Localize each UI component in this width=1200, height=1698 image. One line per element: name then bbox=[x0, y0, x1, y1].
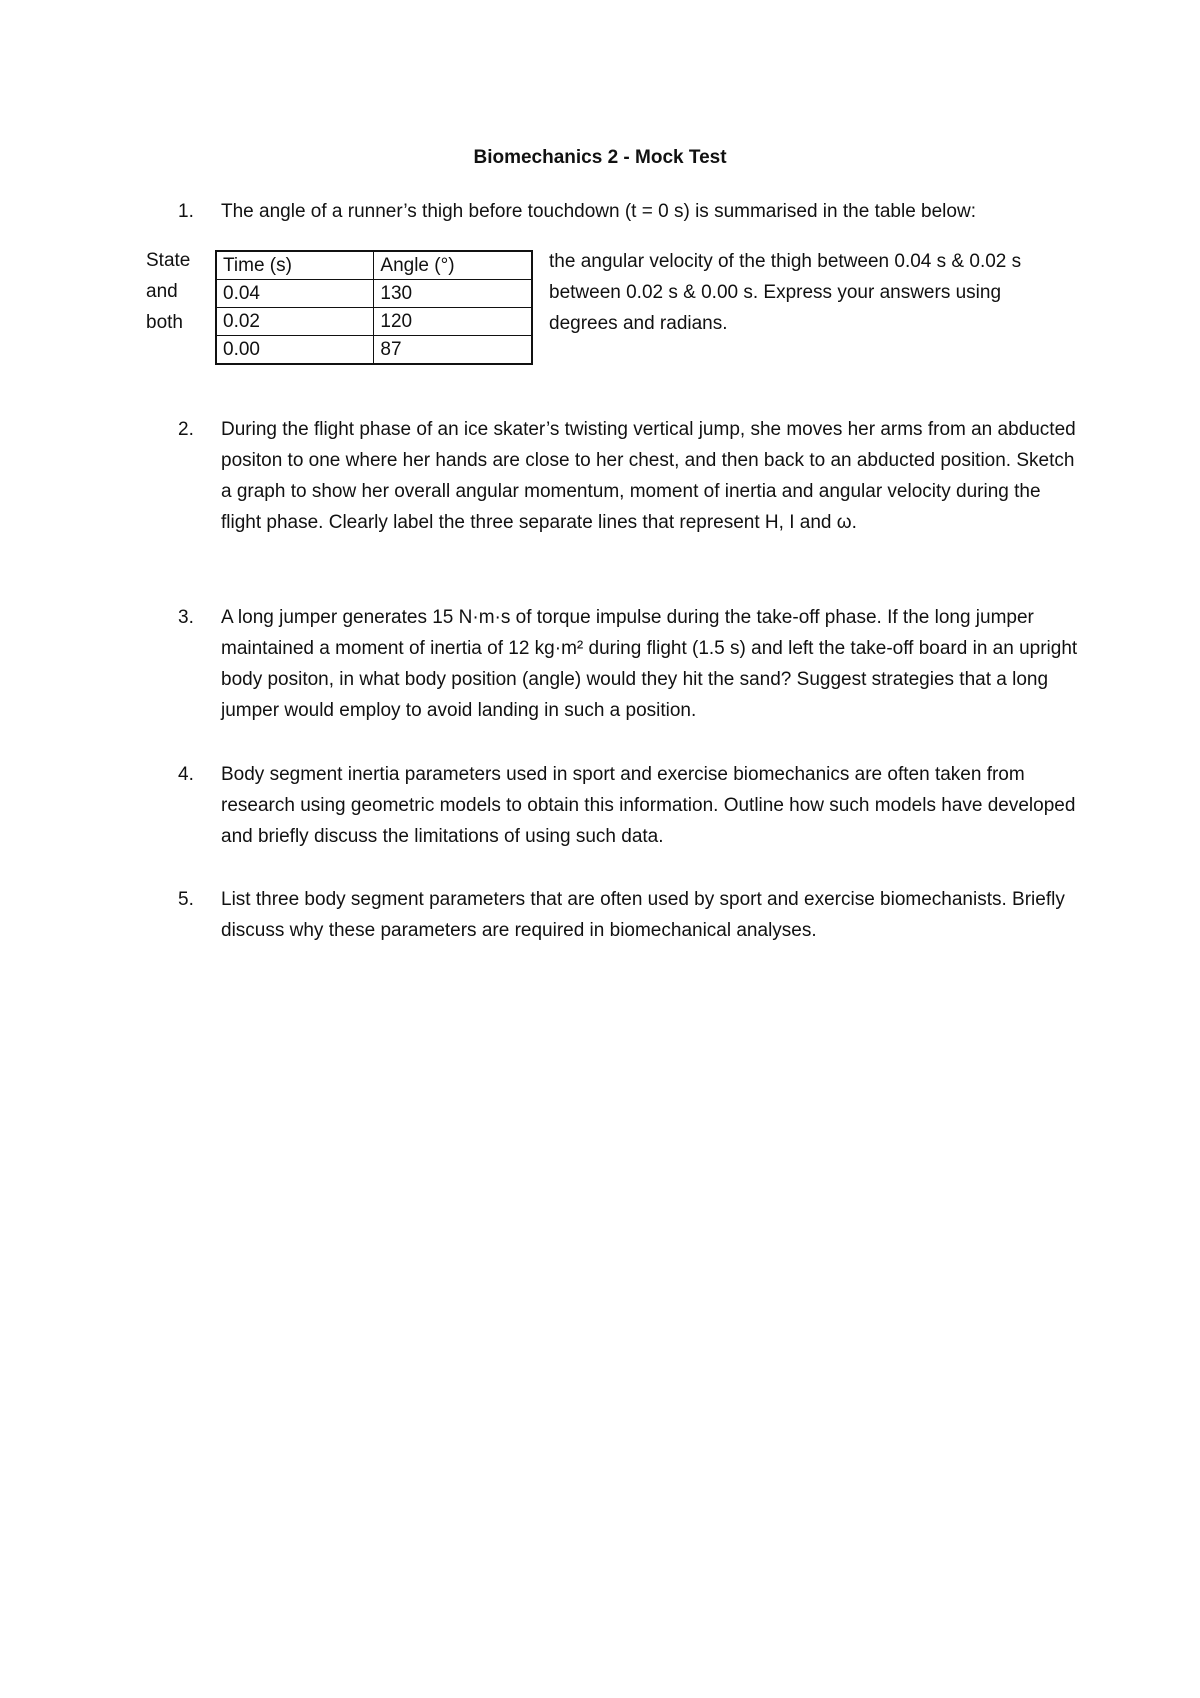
question-number: 5. bbox=[178, 889, 194, 910]
side-word: and bbox=[146, 281, 178, 302]
thigh-angle-table bbox=[215, 250, 533, 365]
question-text: A long jumper generates 15 N·m·s of torque impulse during the take-off phase. If the long jumper maintained a moment of inertia of 12 kg·m² during flight (1.5 s) and left the take-off board in an upright body positon, in what body position (angle) would they hit the sand? Suggest strategies that a long jumper would employ to avoid landing in such a position. bbox=[221, 607, 1078, 721]
table-cell: 0.02 bbox=[216, 308, 374, 336]
table-row bbox=[216, 280, 532, 308]
question-1-side-text bbox=[146, 245, 206, 338]
table-cell: 120 bbox=[374, 308, 532, 336]
question-number: 3. bbox=[178, 607, 194, 628]
question-number: 4. bbox=[178, 764, 194, 785]
question-number: 2. bbox=[178, 419, 194, 440]
question-1-instructions bbox=[549, 246, 1109, 339]
table-header-cell: Angle (°) bbox=[374, 251, 532, 280]
table-cell: 87 bbox=[374, 336, 532, 365]
instruction-line: the angular velocity of the thigh between 0.04 s & 0.02 s bbox=[549, 251, 1022, 272]
instruction-line: degrees and radians. bbox=[549, 313, 728, 334]
page-title: Biomechanics 2 - Mock Test bbox=[473, 147, 727, 168]
question-text: The angle of a runner’s thigh before touchdown (t = 0 s) is summarised in the table below: bbox=[221, 201, 976, 222]
instruction-line: between 0.02 s & 0.00 s. Express your answers using bbox=[549, 282, 1002, 303]
question-number: 1. bbox=[178, 201, 194, 222]
side-word: both bbox=[146, 312, 183, 333]
question-text: During the flight phase of an ice skater’s twisting vertical jump, she moves her arms from an abducted positon to one where her hands are close to her chest, and then back to an abducted position. Sketch a graph to show her overall angular momentum, moment of inertia and angular velocity during the flight phase. Clearly label the three separate lines that represent H, I and ω. bbox=[221, 419, 1076, 533]
table-cell: 130 bbox=[374, 280, 532, 308]
table-row bbox=[216, 336, 532, 365]
question-text: Body segment inertia parameters used in sport and exercise biomechanics are often taken from research using geometric models to obtain this information. Outline how such models have developed and briefly discuss the limitations of using such data. bbox=[221, 764, 1076, 847]
table-header-row bbox=[216, 251, 532, 280]
table-row bbox=[216, 308, 532, 336]
side-word: State bbox=[146, 250, 191, 271]
table-header-cell: Time (s) bbox=[216, 251, 374, 280]
table-cell: 0.00 bbox=[216, 336, 374, 365]
question-text: List three body segment parameters that are often used by sport and exercise biomechanists. Briefly discuss why these parameters are required in biomechanical analyses. bbox=[221, 889, 1065, 941]
table-cell: 0.04 bbox=[216, 280, 374, 308]
